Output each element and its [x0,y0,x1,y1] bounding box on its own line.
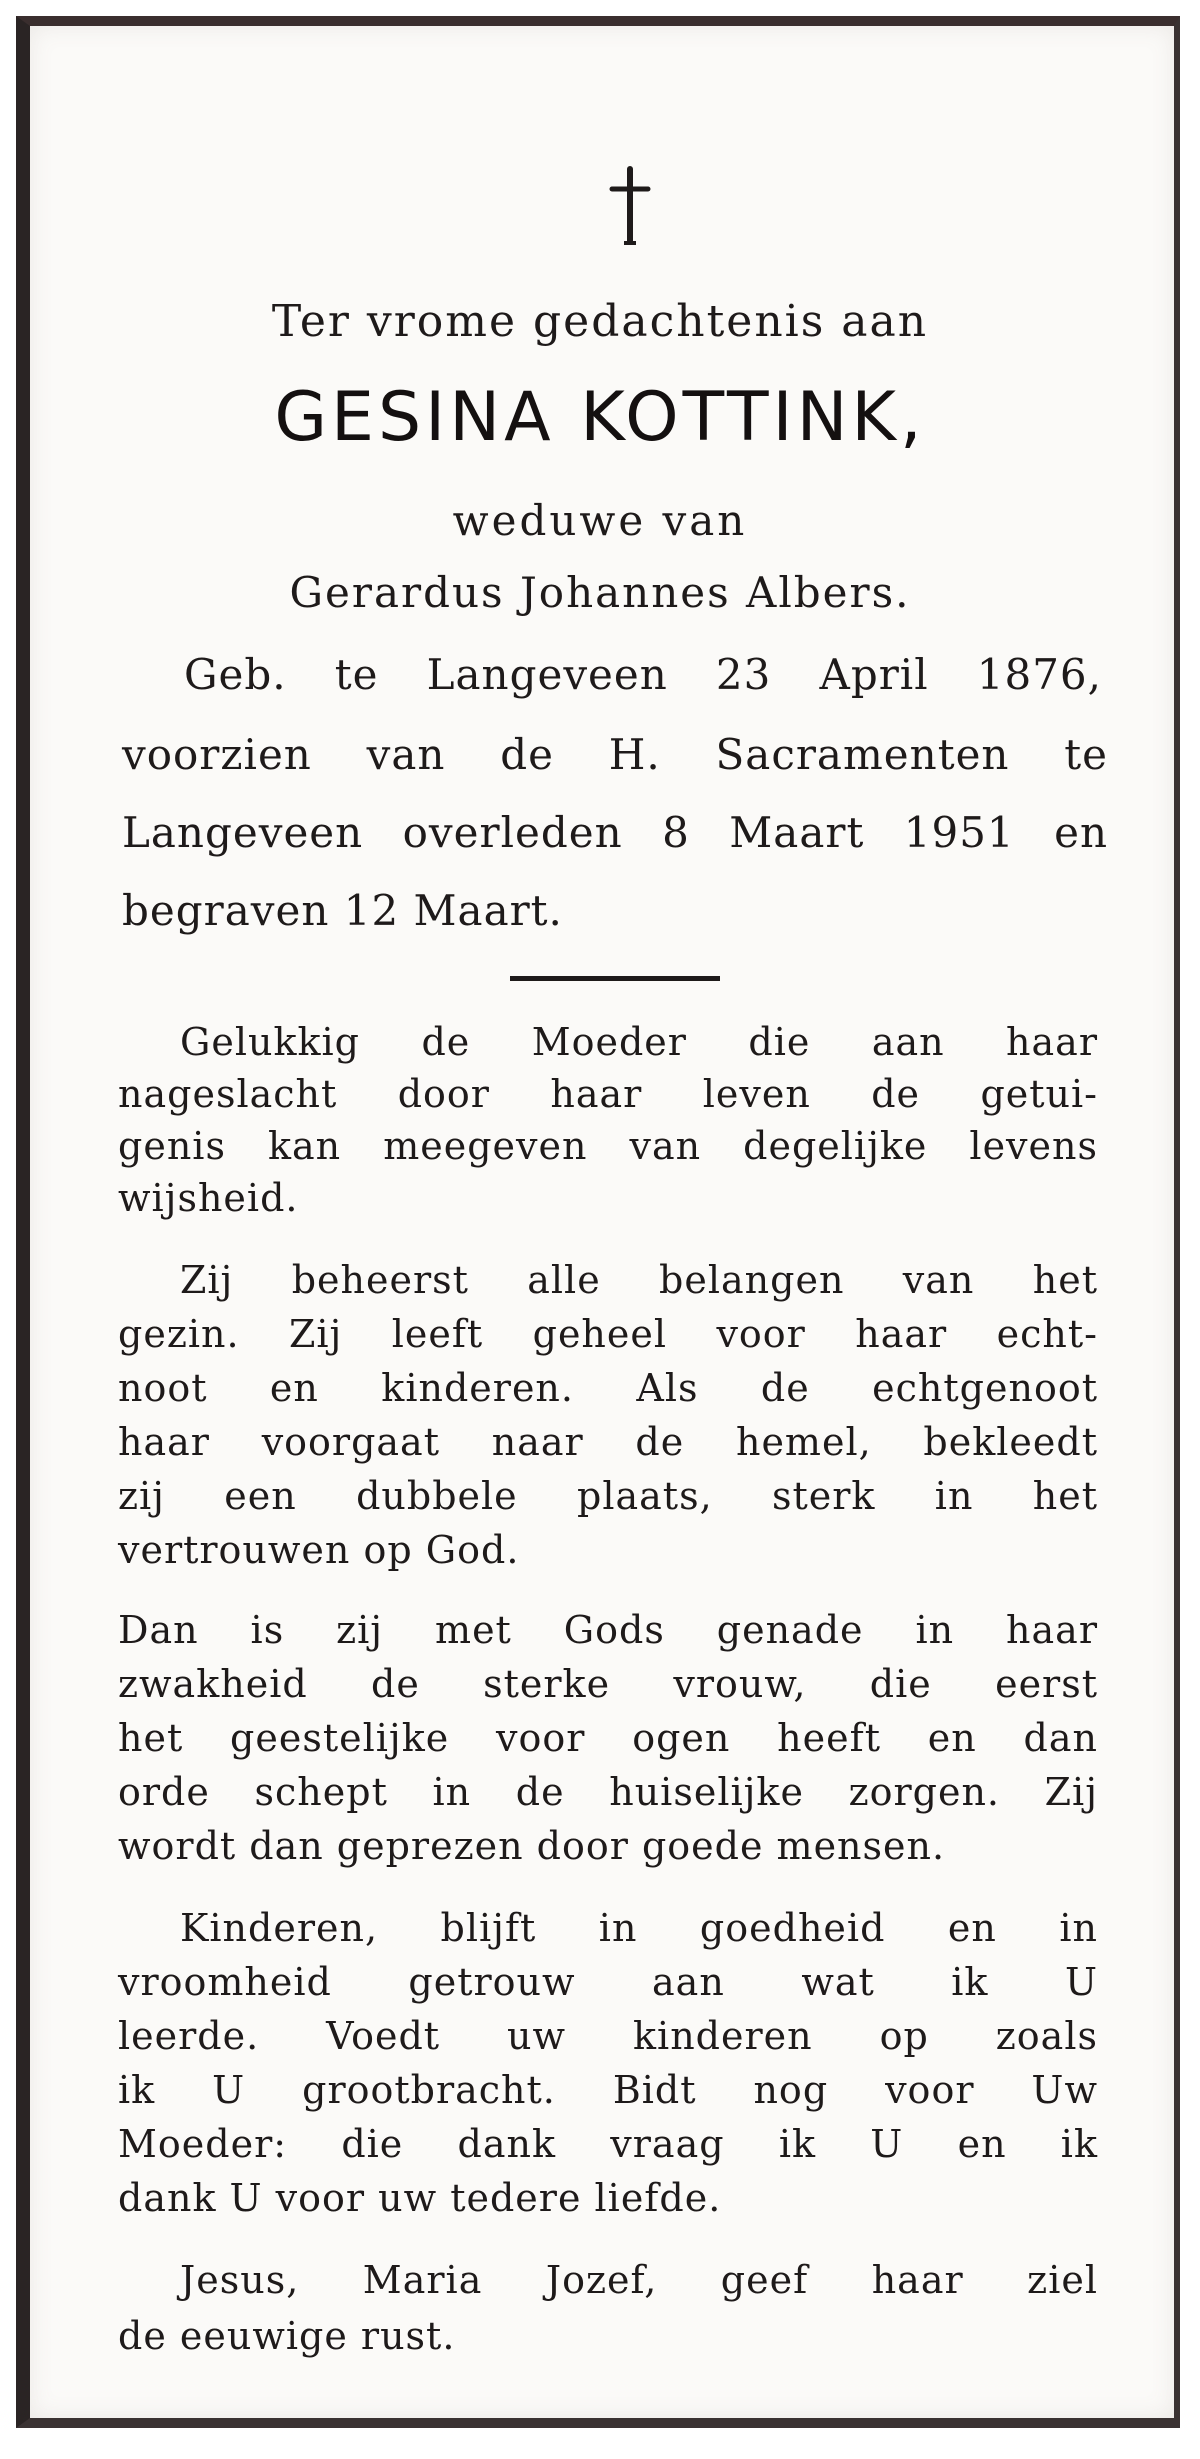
paragraph-line: orde schept in de huiselijke zorgen. Zij [118,1770,1098,1814]
paragraph-line: Dan is zij met Gods genade in haar [118,1608,1098,1652]
paragraph-line: vroomheid getrouw aan wat ik U [118,1960,1098,2004]
paragraph-line: Gelukkig de Moeder die aan haar [180,1020,1098,1064]
paragraph-line: nageslacht door haar leven de getui- [118,1072,1098,1116]
bio-line: Langeveen overleden 8 Maart 1951 en [122,808,1108,857]
paragraph-line: de eeuwige rust. [118,2314,456,2358]
widow-of-line: weduwe van [452,496,748,545]
bio-line: begraven 12 Maart. [122,886,563,935]
husband-name: Gerardus Johannes Albers. [289,568,911,617]
bio-line: Geb. te Langeveen 23 April 1876, [184,650,1102,699]
paragraph-line: Jesus, Maria Jozef, geef haar ziel [180,2258,1098,2302]
paragraph-line: gezin. Zij leeft geheel voor haar echt- [118,1312,1098,1356]
paragraph-line: Moeder: die dank vraag ik U en ik [118,2122,1098,2166]
deceased-name: GESINA KOTTINK, [274,378,926,457]
paragraph-line: Kinderen, blijft in goedheid en in [180,1906,1098,1950]
cross-icon [600,165,660,245]
paragraph-line: haar voorgaat naar de hemel, bekleedt [118,1420,1098,1464]
paragraph-line: wordt dan geprezen door goede mensen. [118,1824,946,1868]
paragraph-line: het geestelijke voor ogen heeft en dan [118,1716,1098,1760]
paragraph-line: zij een dubbele plaats, sterk in het [118,1474,1098,1518]
paragraph-line: wijsheid. [118,1176,299,1220]
paragraph-line: dank U voor uw tedere liefde. [118,2176,722,2220]
paragraph-line: leerde. Voedt uw kinderen op zoals [118,2014,1098,2058]
paragraph-line: genis kan meegeven van degelijke levens [118,1124,1098,1168]
paragraph-line: vertrouwen op God. [118,1528,520,1572]
paragraph-line: Zij beheerst alle belangen van het [180,1258,1098,1302]
separator-rule [510,976,720,981]
paragraph-line: ik U grootbracht. Bidt nog voor Uw [118,2068,1098,2112]
intro-line: Ter vrome gedachtenis aan [271,296,929,347]
bio-line: voorzien van de H. Sacramenten te [122,730,1108,779]
paragraph-line: zwakheid de sterke vrouw, die eerst [118,1662,1098,1706]
paragraph-line: noot en kinderen. Als de echtgenoot [118,1366,1098,1410]
